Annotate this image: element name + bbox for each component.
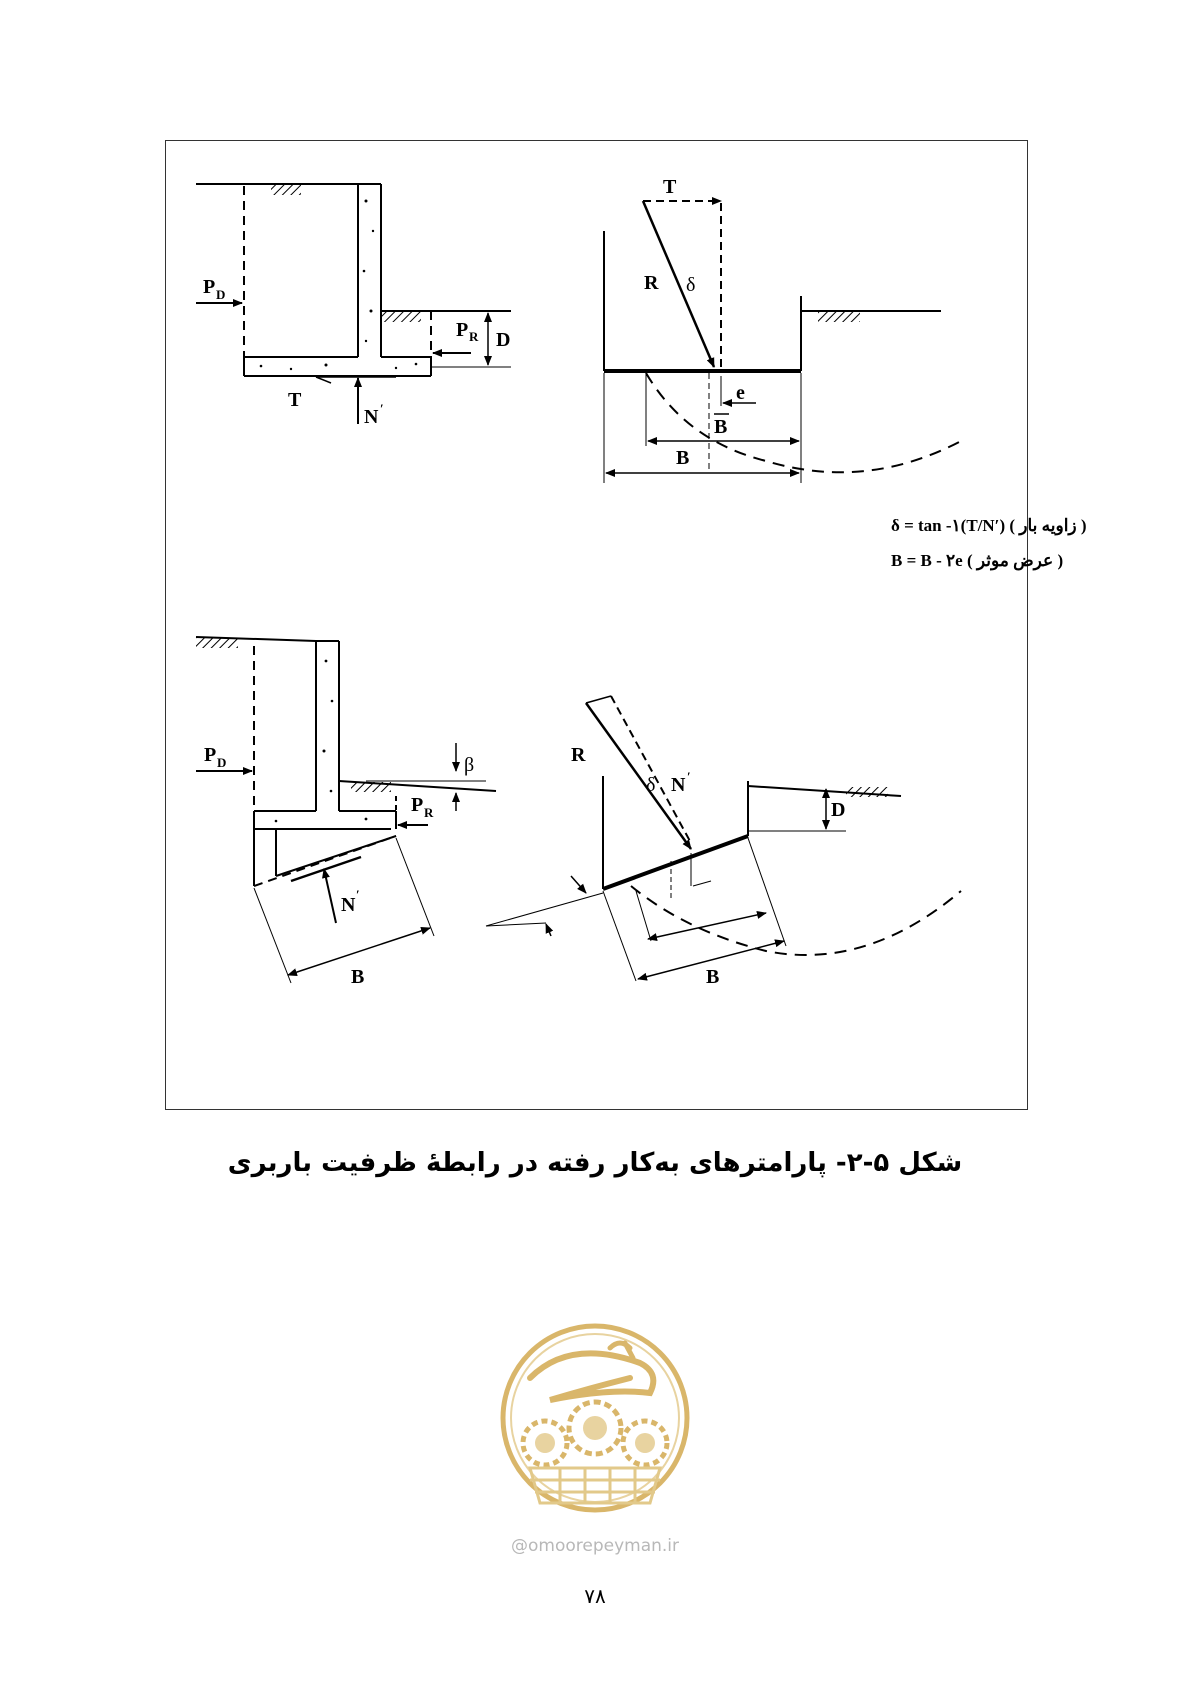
figure-caption: شکل ۵-۲- پارامترهای به‌کار رفته در رابطهٔ ظرفیت باربری [227,1148,963,1178]
panel-2-labels [644,176,1087,571]
logo-website: @omoorepeyman.ir [510,1536,680,1556]
label-delta: δ [686,274,696,296]
label-n-prime-4: N [671,774,686,796]
label-pr-3: P [411,794,424,816]
logo-emblem [490,1318,700,1568]
panel-footing-inclined-base [486,696,961,981]
watermark-logo [490,1318,700,1568]
label-b-bar: B [714,416,728,438]
label-pd: P [203,276,216,298]
label-pd-sub: D [216,287,226,302]
label-pd-sub-3: D [217,755,227,770]
figure-frame [165,140,1087,1110]
label-d: D [496,329,511,351]
label-delta-4: δ [646,774,656,796]
panel-retaining-wall-level [196,184,511,424]
bearing-capacity-diagram [166,141,1087,1111]
label-prime: ′ [380,401,384,416]
label-r-4: R [571,744,586,766]
panel-retaining-wall-inclined [196,637,496,983]
formula-effective-width: ( عرض موثر ) B = B - ۲e [891,551,1064,570]
label-prime-3: ′ [356,887,360,902]
panel-footing-eccentric-load [604,201,961,483]
label-d-4: D [831,799,846,821]
label-beta: β [464,754,475,776]
panel-4-labels [571,744,845,988]
label-t-2: T [663,176,677,198]
label-b-4: B [706,966,720,988]
label-t: T [288,389,302,411]
label-b: B [676,447,690,469]
page-number: ۷۸ [584,1584,606,1608]
label-n-prime: N [364,406,379,428]
label-pd-3: P [204,744,217,766]
label-b-3: B [351,966,365,988]
label-n-prime-3: N [341,894,356,916]
label-pr-sub: R [469,329,479,344]
label-pr-sub-3: R [424,805,434,820]
formula-load-angle: ( زاویه بار ) δ = tan -۱(T/N′) [891,516,1087,535]
label-r: R [644,272,659,294]
label-e: e [736,382,745,404]
label-prime-4: ′ [687,769,691,784]
label-pr: P [456,319,469,341]
